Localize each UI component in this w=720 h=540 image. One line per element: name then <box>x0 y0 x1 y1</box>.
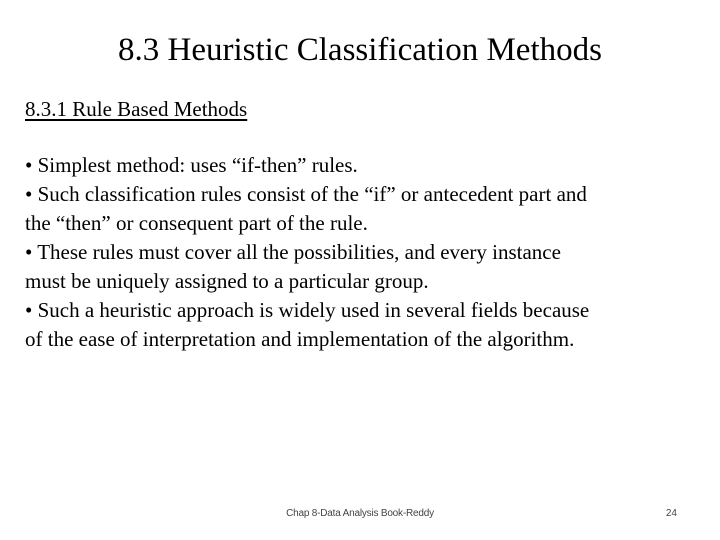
body-line: the “then” or consequent part of the rule. <box>25 211 368 235</box>
body-line: • These rules must cover all the possibilities, and every instance <box>25 240 561 264</box>
body-line: • Simplest method: uses “if-then” rules. <box>25 153 358 177</box>
body-line: of the ease of interpretation and implementation of the algorithm. <box>25 327 575 351</box>
slide-body <box>25 151 705 354</box>
body-line: must be uniquely assigned to a particular group. <box>25 269 429 293</box>
body-line: • Such a heuristic approach is widely used in several fields because <box>25 298 590 322</box>
slide-title: 8.3 Heuristic Classification Methods <box>118 32 602 68</box>
body-line: • Such classification rules consist of the “if” or antecedent part and <box>25 182 587 206</box>
footer-source: Chap 8-Data Analysis Book-Reddy <box>286 508 434 519</box>
page-number: 24 <box>665 508 677 519</box>
section-heading: 8.3.1 Rule Based Methods <box>25 97 248 121</box>
